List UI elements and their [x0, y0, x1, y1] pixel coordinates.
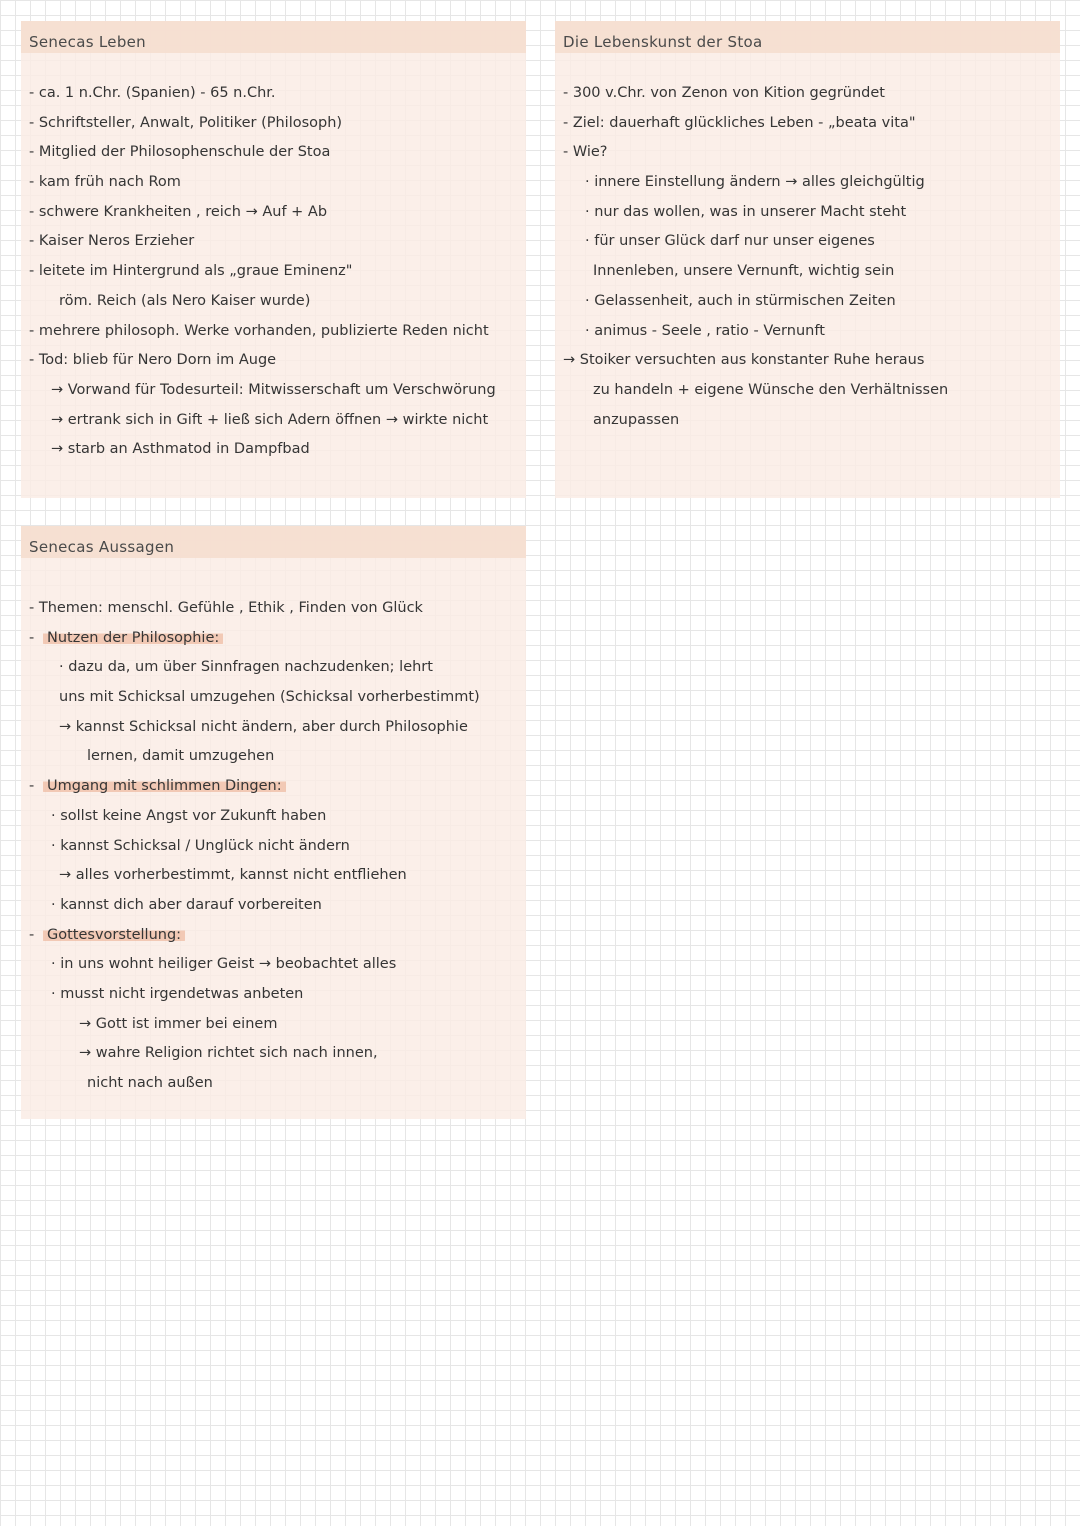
note-line: · animus - Seele , ratio - Vernunft — [585, 322, 825, 339]
note-line: → wahre Religion richtet sich nach innen, — [79, 1045, 378, 1062]
card-body — [21, 53, 526, 465]
note-line: · dazu da, um über Sinnfragen nachzudenken; lehrt — [59, 659, 433, 676]
note-line: · innere Einstellung ändern → alles gleichgültig — [585, 174, 925, 191]
note-line: - Kaiser Neros Erzieher — [29, 233, 195, 250]
card-title: Senecas Leben — [21, 21, 526, 53]
note-line: - schwere Krankheiten , reich → Auf + Ab — [29, 203, 328, 220]
note-line-highlighted: - Umgang mit schlimmen Dingen: — [21, 772, 526, 802]
note-line: - ca. 1 n.Chr. (Spanien) - 65 n.Chr. — [29, 85, 276, 101]
note-line: - leitete im Hintergrund als „graue Eminenz" — [29, 263, 353, 280]
note-line: · für unser Glück darf nur unser eigenes — [585, 233, 875, 250]
note-line: - Wie? — [563, 144, 608, 161]
highlight-marker: Gottesvorstellung: — [43, 927, 185, 943]
card-lebenskunst-stoa — [555, 21, 1060, 498]
note-line: → Vorwand für Todesurteil: Mitwisserschaft um Verschwörung — [51, 381, 496, 398]
note-line: - kam früh nach Rom — [29, 174, 181, 191]
note-line: · kannst dich aber darauf vorbereiten — [51, 896, 322, 913]
card-senecas-leben — [21, 21, 526, 498]
note-line: lernen, damit umzugehen — [87, 748, 275, 765]
note-line: · nur das wollen, was in unserer Macht steht — [585, 203, 907, 220]
highlight-marker: Nutzen der Philosophie: — [43, 630, 223, 646]
note-line: - mehrere philosoph. Werke vorhanden, publizierte Reden nicht — [29, 322, 489, 339]
note-line: nicht nach außen — [87, 1075, 213, 1091]
note-line: - Schriftsteller, Anwalt, Politiker (Philosoph) — [29, 114, 343, 131]
note-line-highlighted: - Gottesvorstellung: — [21, 921, 526, 951]
note-line: → Stoiker versuchten aus konstanter Ruhe heraus — [563, 352, 925, 369]
note-line: - Tod: blieb für Nero Dorn im Auge — [29, 352, 277, 369]
card-title: Senecas Aussagen — [21, 526, 526, 558]
note-line: röm. Reich (als Nero Kaiser wurde) — [59, 292, 311, 309]
note-line: → starb an Asthmatod in Dampfbad — [51, 441, 310, 458]
note-line-highlighted: - Nutzen der Philosophie: — [21, 624, 526, 654]
note-line: → Gott ist immer bei einem — [79, 1015, 278, 1032]
card-body — [555, 53, 1060, 435]
note-line: zu handeln + eigene Wünsche den Verhältnissen — [593, 381, 949, 398]
note-line: → alles vorherbestimmt, kannst nicht entfliehen — [59, 867, 407, 884]
note-line: - Ziel: dauerhaft glückliches Leben - „beata vita" — [563, 114, 916, 131]
highlight-marker: Umgang mit schlimmen Dingen: — [43, 778, 286, 794]
note-line: - Themen: menschl. Gefühle , Ethik , Finden von Glück — [29, 600, 423, 616]
note-line: - 300 v.Chr. von Zenon von Kition gegründet — [563, 85, 885, 101]
note-line: uns mit Schicksal umzugehen (Schicksal vorherbestimmt) — [59, 689, 480, 706]
note-line: - Mitglied der Philosophenschule der Stoa — [29, 144, 331, 161]
note-line: anzupassen — [593, 411, 680, 428]
note-line: · in uns wohnt heiliger Geist → beobachtet alles — [51, 956, 397, 973]
note-line: Innenleben, unsere Vernunft, wichtig sein — [593, 263, 895, 280]
card-senecas-aussagen — [21, 526, 526, 1119]
card-title: Die Lebenskunst der Stoa — [555, 21, 1060, 53]
note-line: · Gelassenheit, auch in stürmischen Zeiten — [585, 292, 896, 309]
note-line: · sollst keine Angst vor Zukunft haben — [51, 807, 327, 824]
note-line: → ertrank sich in Gift + ließ sich Adern öffnen → wirkte nicht — [51, 411, 489, 428]
note-line: · musst nicht irgendetwas anbeten — [51, 985, 304, 1002]
note-line: → kannst Schicksal nicht ändern, aber durch Philosophie — [59, 718, 468, 735]
note-line: · kannst Schicksal / Unglück nicht ändern — [51, 837, 350, 854]
card-body — [21, 558, 526, 1099]
